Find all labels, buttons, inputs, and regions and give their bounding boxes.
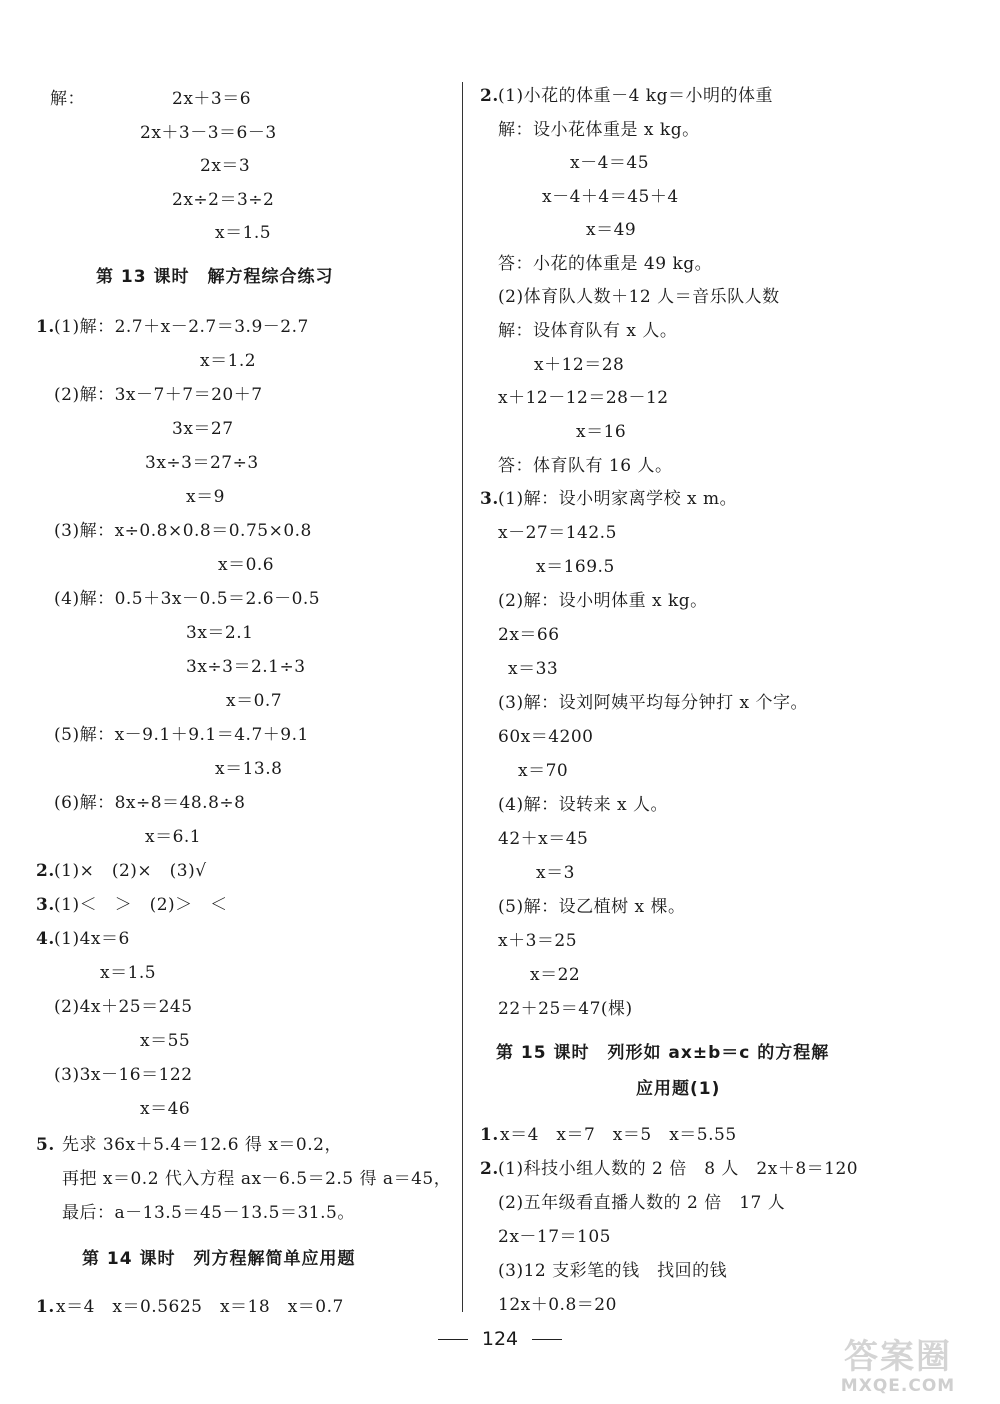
lesson-14-heading: 第 14 课时 列方程解简单应用题 — [82, 1249, 356, 1269]
q1-2-ans: x＝9 — [186, 487, 225, 507]
intro-eq-3: 2x＝3 — [200, 156, 251, 176]
q1-5-ans: x＝13.8 — [215, 759, 283, 779]
r-q3-5-eq1: x＋3＝25 — [498, 931, 578, 951]
r15-q2-1: (1)科技小组人数的 2 倍 8 人 2x＋8＝120 — [498, 1159, 859, 1179]
r-q3-3-eq1: 60x＝4200 — [498, 727, 594, 747]
r-q3-5-eq2: x＝22 — [530, 965, 581, 985]
q1-4-ans: x＝0.7 — [226, 691, 283, 711]
r-q3-4-eq1: 42＋x＝45 — [498, 829, 589, 849]
r-q3-2: (2)解：设小明体重 x kg。 — [498, 591, 708, 611]
q1-6: (6)解：8x÷8＝48.8÷8 — [54, 793, 246, 813]
r-q2-2: (2)体育队人数＋12 人＝音乐队人数 — [498, 287, 780, 307]
q1-number: 1. — [36, 317, 55, 337]
q4-1: (1)4x＝6 — [54, 929, 130, 949]
r-q3-1-eq1: x－27＝142.5 — [498, 523, 617, 543]
r15-q2-3: (3)12 支彩笔的钱 找回的钱 — [498, 1261, 728, 1281]
r-q2-1-eq1: x－4＝45 — [570, 153, 650, 173]
r-q3-1: (1)解：设小明家离学校 x m。 — [498, 489, 738, 509]
r-q3-2-eq1: 2x＝66 — [498, 625, 560, 645]
lesson-15-heading: 第 15 课时 列形如 ax±b＝c 的方程解 — [496, 1043, 830, 1063]
column-divider — [462, 82, 463, 1312]
r-q2-1-eq3: x＝49 — [586, 220, 637, 240]
r15-q2-2: (2)五年级看直播人数的 2 倍 17 人 — [498, 1193, 786, 1213]
q3-number: 3. — [36, 895, 55, 915]
r-q2-1-eq2: x－4＋4＝45＋4 — [542, 187, 679, 207]
r-q3-5: (5)解：设乙植树 x 棵。 — [498, 897, 686, 917]
r15-q2-number: 2. — [480, 1159, 499, 1179]
r-q2-1-let: 解：设小花体重是 x kg。 — [498, 120, 700, 140]
watermark-logo: 答案圈 — [844, 1337, 952, 1377]
q1-6-ans: x＝6.1 — [145, 827, 202, 847]
q3-answers: (1)＜ ＞ (2)＞ ＜ — [54, 895, 228, 915]
r-q2-1: (1)小花的体重－4 kg＝小明的体重 — [498, 86, 773, 106]
r-q3-3: (3)解：设刘阿姨平均每分钟打 x 个字。 — [498, 693, 808, 713]
r-q2-2-let: 解：设体育队有 x 人。 — [498, 321, 678, 341]
r-q3-number: 3. — [480, 489, 499, 509]
q4-2-ans: x＝55 — [140, 1031, 191, 1051]
page-number-text: 124 — [481, 1328, 519, 1350]
r15-q2-2-eq: 2x－17＝105 — [498, 1227, 611, 1247]
q1-4-step1: 3x＝2.1 — [186, 623, 254, 643]
q2-number: 2. — [36, 861, 55, 881]
r-q3-5-eq3: 22＋25＝47(棵) — [498, 999, 633, 1019]
q1-5: (5)解：x－9.1＋9.1＝4.7＋9.1 — [54, 725, 309, 745]
r-q3-2-eq2: x＝33 — [508, 659, 559, 679]
q5-number: 5. — [36, 1135, 55, 1155]
watermark — [808, 1338, 988, 1398]
l14-q1-answers: x＝4 x＝0.5625 x＝18 x＝0.7 — [56, 1297, 344, 1317]
lesson-13-heading: 第 13 课时 解方程综合练习 — [96, 267, 334, 287]
q4-1-ans: x＝1.5 — [100, 963, 157, 983]
intro-eq-2: 2x＋3－3＝6－3 — [140, 123, 277, 143]
l14-q1-number: 1. — [36, 1297, 55, 1317]
page-number-left-dash — [438, 1339, 468, 1340]
watermark-url: MXQE.COM — [840, 1376, 956, 1396]
q5-line3: 最后：a－13.5＝45－13.5＝31.5。 — [62, 1203, 355, 1223]
q1-3: (3)解：x÷0.8×0.8＝0.75×0.8 — [54, 521, 312, 541]
r-q2-2-answer: 答：体育队有 16 人。 — [498, 456, 673, 476]
q5-line2: 再把 x＝0.2 代入方程 ax－6.5＝2.5 得 a＝45， — [62, 1169, 452, 1189]
intro-label: 解： — [50, 89, 85, 109]
page-number-right-dash — [532, 1339, 562, 1340]
q1-4: (4)解：0.5＋3x－0.5＝2.6－0.5 — [54, 589, 321, 609]
r15-q1-number: 1. — [480, 1125, 499, 1145]
q4-3: (3)3x－16＝122 — [54, 1065, 193, 1085]
q5-line1: 先求 36x＋5.4＝12.6 得 x＝0.2， — [62, 1135, 342, 1155]
r-q2-number: 2. — [480, 86, 499, 106]
q1-2-step1: 3x＝27 — [172, 419, 234, 439]
intro-eq-4: 2x÷2＝3÷2 — [172, 190, 275, 210]
r15-q1-answers: x＝4 x＝7 x＝5 x＝5.55 — [500, 1125, 737, 1145]
r-q3-1-eq2: x＝169.5 — [536, 557, 615, 577]
q2-answers: (1)× (2)× (3)√ — [54, 861, 207, 881]
intro-eq-5: x＝1.5 — [215, 223, 272, 243]
r-q2-1-answer: 答：小花的体重是 49 kg。 — [498, 254, 713, 274]
r-q3-3-eq2: x＝70 — [518, 761, 569, 781]
r-q2-2-eq3: x＝16 — [576, 422, 627, 442]
r-q2-2-eq1: x＋12＝28 — [534, 355, 625, 375]
lesson-15-heading-cont: 应用题(1) — [636, 1079, 721, 1099]
r15-q2-3-eq: 12x＋0.8＝20 — [498, 1295, 617, 1315]
intro-eq-1: 2x＋3＝6 — [172, 89, 252, 109]
r-q3-4: (4)解：设转来 x 人。 — [498, 795, 668, 815]
q1-1-ans: x＝1.2 — [200, 351, 257, 371]
q1-3-ans: x＝0.6 — [218, 555, 275, 575]
q1-1: (1)解：2.7＋x－2.7＝3.9－2.7 — [54, 317, 309, 337]
q1-4-step2: 3x÷3＝2.1÷3 — [186, 657, 306, 677]
r-q3-4-eq2: x＝3 — [536, 863, 575, 883]
r-q2-2-eq2: x＋12－12＝28－12 — [498, 388, 669, 408]
q1-2: (2)解：3x－7＋7＝20＋7 — [54, 385, 263, 405]
q4-3-ans: x＝46 — [140, 1099, 191, 1119]
q1-2-step2: 3x÷3＝27÷3 — [145, 453, 259, 473]
q4-number: 4. — [36, 929, 55, 949]
q4-2: (2)4x＋25＝245 — [54, 997, 193, 1017]
